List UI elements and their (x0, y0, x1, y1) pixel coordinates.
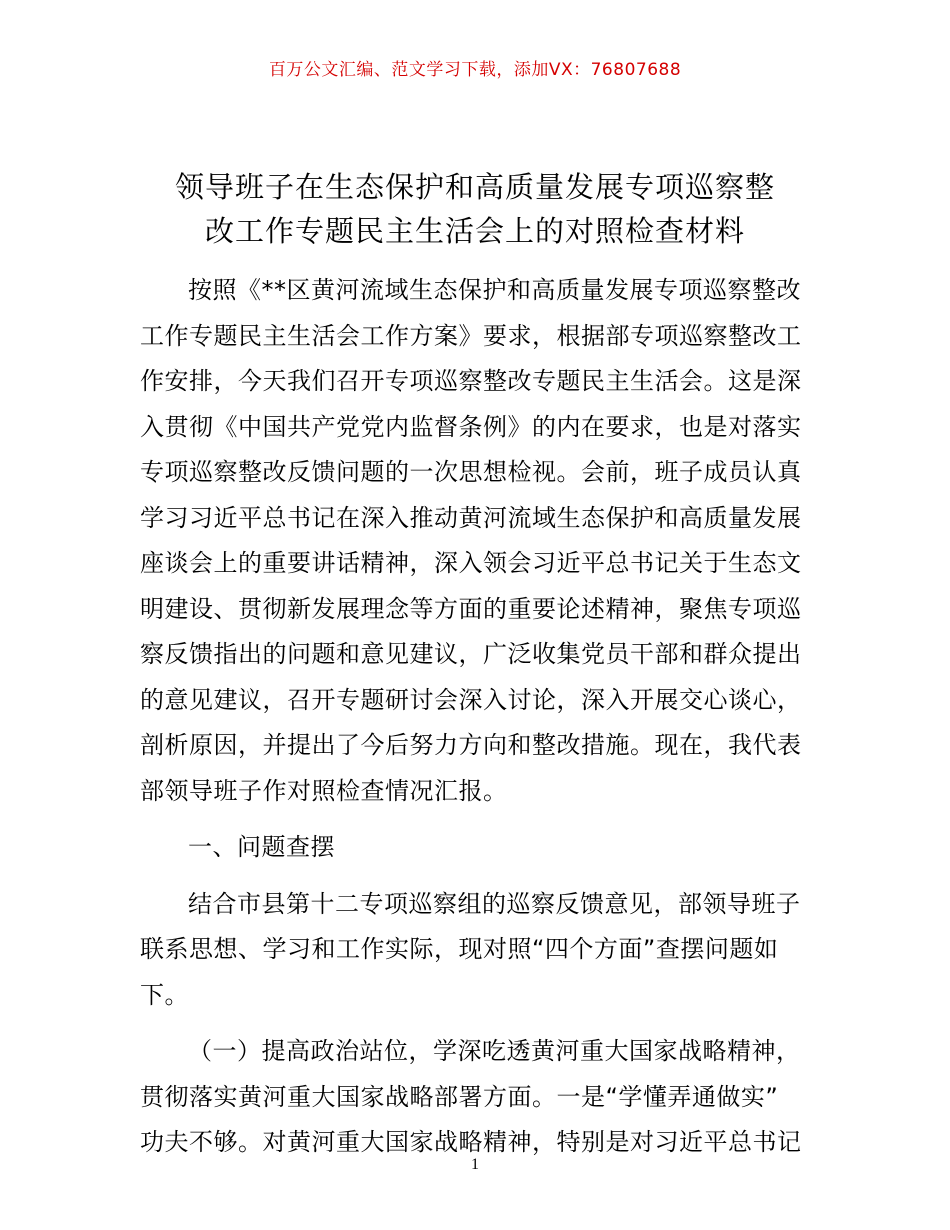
text-line: 入贯彻《中国共产党党内监督条例》的内在要求，也是对落实 (140, 412, 802, 441)
paragraph-gap (140, 871, 820, 882)
text-line: （一）提高政治站位，学深吃透黄河重大国家战略精神， (188, 1037, 801, 1065)
heading-line: 一、问题查摆 (188, 833, 335, 861)
text-line: 剖析原因，并提出了今后努力方向和整改措施。现在，我代表 (140, 731, 802, 759)
section-heading (140, 825, 820, 871)
text-line: 下。 (140, 980, 189, 1009)
document-title (140, 165, 810, 253)
text-line: 明建设、贯彻新发展理念等方面的重要论述精神，聚焦专项巡 (140, 594, 802, 623)
title-line: 改工作专题民主生活会上的对照检查材料 (204, 214, 745, 248)
paragraph-overview (140, 882, 820, 1019)
text-line: 的意见建议，召开专题研讨会深入讨论，深入开展交心谈心， (140, 685, 802, 714)
title-line: 领导班子在生态保护和高质量发展专项巡察整 (174, 170, 775, 204)
text-line: 功夫不够。对黄河重大国家战略精神，特别是对习近平总书记 (140, 1128, 802, 1156)
paragraph-gap (140, 1018, 820, 1029)
document-body (140, 268, 820, 1166)
text-line: 专项巡察整改反馈问题的一次思想检视。会前，班子成员认真 (140, 458, 802, 486)
text-line: 联系思想、学习和工作实际，现对照“四个方面”查摆问题如 (140, 935, 779, 963)
text-line: 座谈会上的重要讲话精神，深入领会习近平总书记关于生态文 (140, 549, 802, 577)
paragraph-item-one (140, 1029, 820, 1166)
text-line: 作安排，今天我们召开专项巡察整改专题民主生活会。这是深 (140, 367, 802, 395)
watermark-header: 百万公文汇编、范文学习下载，添加VX：76807688 (268, 60, 682, 80)
text-line: 按照《**区黄河流域生态保护和高质量发展专项巡察整改 (188, 276, 801, 304)
text-line: 工作专题民主生活会工作方案》要求，根据部专项巡察整改工 (140, 321, 802, 350)
text-line: 察反馈指出的问题和意见建议，广泛收集党员干部和群众提出 (140, 640, 802, 668)
text-line: 贯彻落实黄河重大国家战略部署方面。一是“学懂弄通做实” (140, 1082, 779, 1111)
text-line: 部领导班子作对照检查情况汇报。 (140, 776, 508, 805)
paragraph-gap (140, 814, 820, 825)
text-line: 结合市县第十二专项巡察组的巡察反馈意见，部领导班子 (188, 889, 801, 918)
text-line: 学习习近平总书记在深入推动黄河流域生态保护和高质量发展 (140, 503, 802, 532)
paragraph-intro (140, 268, 820, 814)
page-number: 1 (471, 1156, 479, 1173)
